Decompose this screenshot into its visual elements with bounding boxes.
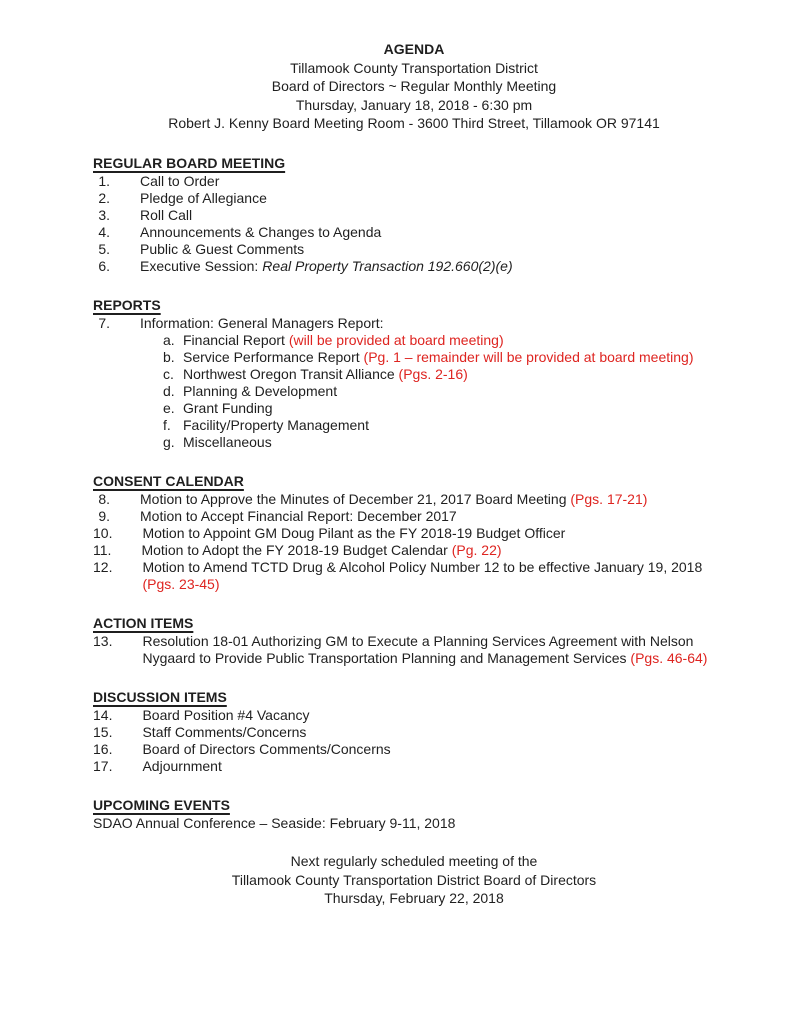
section-heading: REGULAR BOARD MEETING [93,154,286,171]
item-text: Motion to Amend TCTD Drug & Alcohol Policy Number 12 to be effective January 19, 2018 [142,558,703,575]
sub-item-text: Planning & Development [183,382,338,399]
agenda-item [93,258,735,275]
item-text: Motion to Accept Financial Report: December 2017 [140,507,457,524]
item-text: Staff Comments/Concerns [142,723,307,740]
section-regular-board-meeting [93,155,735,275]
next-meeting-line: Thursday, February 22, 2018 [324,890,504,907]
agenda-item [93,315,735,332]
next-meeting-notice [93,852,735,908]
item-text: Motion to Adopt the FY 2018-19 Budget Calendar [141,541,448,558]
agenda-item [93,508,735,525]
agenda-item [93,241,735,258]
page-reference: (Pgs. 2-16) [398,365,468,382]
item-number: 9. [98,507,110,524]
agenda-item [93,633,735,667]
document-header [93,40,735,133]
agenda-item [93,224,735,241]
availability-note: (will be provided at board meeting) [288,331,504,348]
item-number: 10. [93,524,113,541]
sub-item-letter: f. [163,416,171,433]
item-text: Executive Session: [140,257,259,274]
agenda-item [93,190,735,207]
item-number: 11. [93,541,112,558]
item-number: 2. [98,189,110,206]
sub-item [163,417,735,434]
item-text: Resolution 18-01 Authorizing GM to Execute a Planning Services Agreement with Nelson [142,632,694,649]
sub-item-letter: d. [163,382,175,399]
item-text: Board Position #4 Vacancy [142,706,310,723]
page-reference: (Pgs. 23-45) [142,575,220,592]
item-number: 1. [98,172,110,189]
sub-item [163,349,735,366]
agenda-item [93,724,735,741]
sub-item-text: Northwest Oregon Transit Alliance [183,365,395,382]
sub-item-letter: c. [163,365,174,382]
next-meeting-line: Tillamook County Transportation District Board of Directors [231,871,597,888]
item-number: 5. [98,240,110,257]
item-number: 12. [93,558,113,575]
sub-item-text: Facility/Property Management [183,416,369,433]
sub-item [163,366,735,383]
agenda-item [93,707,735,724]
item-text: Information: General Managers Report: [140,314,384,331]
section-heading: UPCOMING EVENTS [93,796,230,813]
next-meeting-line: Next regularly scheduled meeting of the [290,852,538,869]
page-reference: (Pgs. 17-21) [570,490,648,507]
section-heading: DISCUSSION ITEMS [93,688,227,705]
sub-item-letter: e. [163,399,175,416]
sub-item-text: Service Performance Report [183,348,360,365]
executive-session-detail: Real Property Transaction 192.660(2)(e) [262,257,513,274]
item-text: Public & Guest Comments [140,240,305,257]
sub-item [163,383,735,400]
section-discussion-items [93,689,735,775]
item-number: 8. [98,490,110,507]
agenda-item [93,542,735,559]
header-datetime-line: Thursday, January 18, 2018 - 6:30 pm [295,96,533,113]
item-text: Adjournment [142,757,222,774]
item-number: 3. [98,206,110,223]
sub-item-letter: a. [163,331,175,348]
sub-item-text: Grant Funding [183,399,273,416]
sub-item-letter: b. [163,348,175,365]
item-text: Call to Order [140,172,220,189]
header-location-line: Robert J. Kenny Board Meeting Room - 3600 Third Street, Tillamook OR 97141 [168,115,660,132]
item-text: Motion to Appoint GM Doug Pilant as the FY 2018-19 Budget Officer [142,524,566,541]
agenda-item [93,207,735,224]
sub-item-letter: g. [163,433,175,450]
sub-item [163,434,735,451]
agenda-item [93,525,735,542]
section-upcoming-events [93,797,735,832]
item-number: 15. [93,723,113,740]
agenda-item [93,173,735,190]
page-reference: (Pg. 1 – remainder will be provided at board meeting) [363,348,694,365]
sub-item [163,332,735,349]
item-number: 14. [93,706,113,723]
agenda-item [93,741,735,758]
page-reference: (Pg. 22) [451,541,502,558]
item-number: 4. [98,223,110,240]
item-text: Board of Directors Comments/Concerns [142,740,391,757]
upcoming-event-line: SDAO Annual Conference – Seaside: February 9-11, 2018 [93,814,456,831]
section-heading: CONSENT CALENDAR [93,472,244,489]
section-heading: REPORTS [93,296,161,313]
agenda-item [93,491,735,508]
sub-item-text: Financial Report [183,331,285,348]
section-heading: ACTION ITEMS [93,614,194,631]
sub-item [163,400,735,417]
agenda-item [93,758,735,775]
section-action-items [93,615,735,667]
sub-item-text: Miscellaneous [183,433,272,450]
agenda-item [93,559,735,593]
item-text: Motion to Approve the Minutes of December 21, 2017 Board Meeting [140,490,567,507]
header-meeting-line: Board of Directors ~ Regular Monthly Meeting [271,78,557,95]
item-text: Announcements & Changes to Agenda [140,223,382,240]
item-text: Roll Call [140,206,193,223]
item-number: 13. [93,632,113,649]
item-number: 7. [98,314,110,331]
item-text-continuation [142,650,735,667]
item-number: 16. [93,740,113,757]
section-consent-calendar [93,473,735,593]
document-title: AGENDA [383,41,445,57]
header-org-line: Tillamook County Transportation District [290,59,538,76]
item-number: 6. [98,257,110,274]
item-text: Pledge of Allegiance [140,189,267,206]
page-reference: (Pgs. 46-64) [630,649,708,666]
item-text-continuation [142,576,735,593]
item-text: Nygaard to Provide Public Transportation Planning and Management Services [142,649,627,666]
section-reports [93,297,735,451]
item-number: 17. [93,757,113,774]
